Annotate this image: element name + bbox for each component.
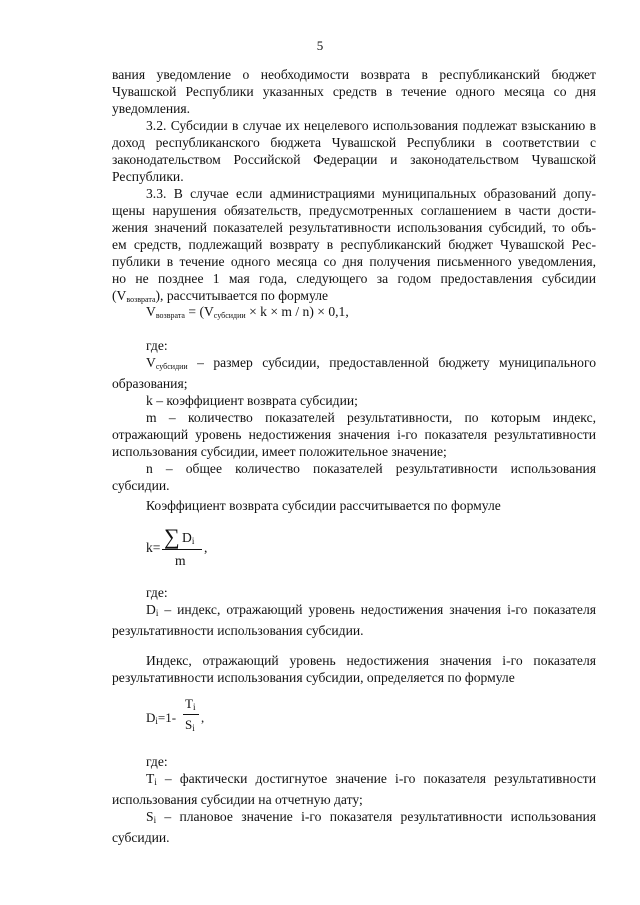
paragraph-line: жения значений показателей результативности использования субсидий, то объ- <box>112 220 596 235</box>
subscript: i <box>192 702 196 712</box>
numerator <box>182 530 194 546</box>
definition-k: k – коэффициент возврата субсидии; <box>146 393 358 408</box>
definition-v <box>112 354 596 375</box>
symbol-v: V <box>146 304 156 319</box>
fraction-bar <box>183 714 199 715</box>
symbol-d: D <box>146 602 156 617</box>
paragraph-line: щены нарушения обязательств, предусмотренных соглашением в части дости- <box>112 203 596 218</box>
symbol-t: T <box>146 771 155 786</box>
where-label: где: <box>146 338 168 353</box>
definition-m: m – количество показателей результативности, по которым индекс, отражающий уровень недостижения значения i-го показателя результативности использования субсидии, имеет положительное значение; <box>112 410 596 459</box>
paragraph-continuation <box>112 66 596 117</box>
sigma-symbol: ∑ <box>164 524 180 549</box>
definition-n: n – общее количество показателей результативности использования субсидии. <box>112 461 596 493</box>
formula-lhs: k= <box>146 540 161 555</box>
text-fragment: – размер субсидии, предоставленной бюджету муниципального <box>187 355 596 370</box>
paragraph-3-2 <box>112 117 596 185</box>
page-number: 5 <box>316 38 324 53</box>
definitions-1 <box>112 337 596 494</box>
where-label: где: <box>146 585 168 600</box>
subscript: i <box>192 723 195 733</box>
text-fragment: ), рассчитывается по формуле <box>155 288 329 303</box>
fraction-bar <box>162 549 202 550</box>
paragraph-line: ем средств, подлежащий возврату в республиканский бюджет Чувашской Рес- <box>112 237 596 252</box>
subscript: возврата <box>155 311 185 320</box>
paragraph-text: Коэффициент возврата субсидии рассчитывается по формуле <box>146 498 501 513</box>
paragraph-text: вания уведомление о необходимости возврата в республиканский бюджет Чувашской Республики указанных средств в течение одного месяца со дня уведомления. <box>112 67 596 116</box>
paragraph-text: 3.2. Субсидии в случае их нецелевого использования подлежат взысканию в доход республиканского бюджета Чувашской Республики в соответствии с законодательством Российской Федерации и законодательством Чувашской Республики. <box>112 118 596 184</box>
formula-fragment: × k × m / n) × 0,1, <box>245 304 349 319</box>
formula-tail: , <box>201 710 205 725</box>
paragraph-line: публики в течение одного месяца со дня получения письменного уведомления, <box>112 254 596 269</box>
symbol-v: V <box>146 355 156 370</box>
formula-fragment: = (V <box>184 304 214 319</box>
paragraph-line: но не позднее 1 мая года, следующего за годом предоставления субсидии <box>112 271 596 286</box>
formula-fragment: =1- <box>157 710 177 725</box>
subscript: субсидии <box>213 311 246 320</box>
symbol-s: S <box>185 717 193 732</box>
definition-si <box>112 808 596 846</box>
formula-lhs <box>146 710 176 726</box>
subscript: i <box>155 716 158 726</box>
subscript: i <box>153 815 157 825</box>
denominator <box>185 717 195 733</box>
symbol-d: D <box>182 530 192 545</box>
denominator: m <box>175 553 186 568</box>
definitions-3 <box>112 753 596 846</box>
definitions-2 <box>112 584 596 639</box>
formula-v-return <box>146 303 566 324</box>
text-fragment: – плановое значение i-го показателя результативности использования субсидии. <box>112 809 596 845</box>
symbol-s: S <box>146 809 154 824</box>
text-fragment: – фактически достигнутое значение i-го показателя результативности использования субсидии на отчетную дату; <box>112 771 596 807</box>
index-intro <box>112 652 596 686</box>
paragraph-text: Индекс, отражающий уровень недостижения значения i-го показателя результативности использования субсидии, определяется по формуле <box>112 653 596 685</box>
definition-ti <box>112 770 596 808</box>
symbol-t: T <box>185 696 193 711</box>
subscript: i <box>191 536 195 546</box>
symbol-d: D <box>146 710 156 725</box>
coefficient-intro <box>112 497 596 514</box>
subscript: субсидии <box>155 362 188 371</box>
subscript: i <box>154 777 157 787</box>
definition-v-cont: образования; <box>112 376 188 391</box>
paragraph-line: 3.3. В случае если администрациями муниципальных образований допу- <box>146 186 596 201</box>
definition-di <box>112 601 596 639</box>
where-label: где: <box>146 754 168 769</box>
paragraph-3-3 <box>112 185 596 308</box>
numerator <box>185 696 195 712</box>
formula-tail: , <box>204 540 208 555</box>
text-fragment: – индекс, отражающий уровень недостижения значения i-го показателя результативности использования субсидии. <box>112 602 596 638</box>
subscript: i <box>155 608 159 618</box>
symbol-v: (V <box>112 288 127 303</box>
subscript: возврата <box>126 295 156 304</box>
